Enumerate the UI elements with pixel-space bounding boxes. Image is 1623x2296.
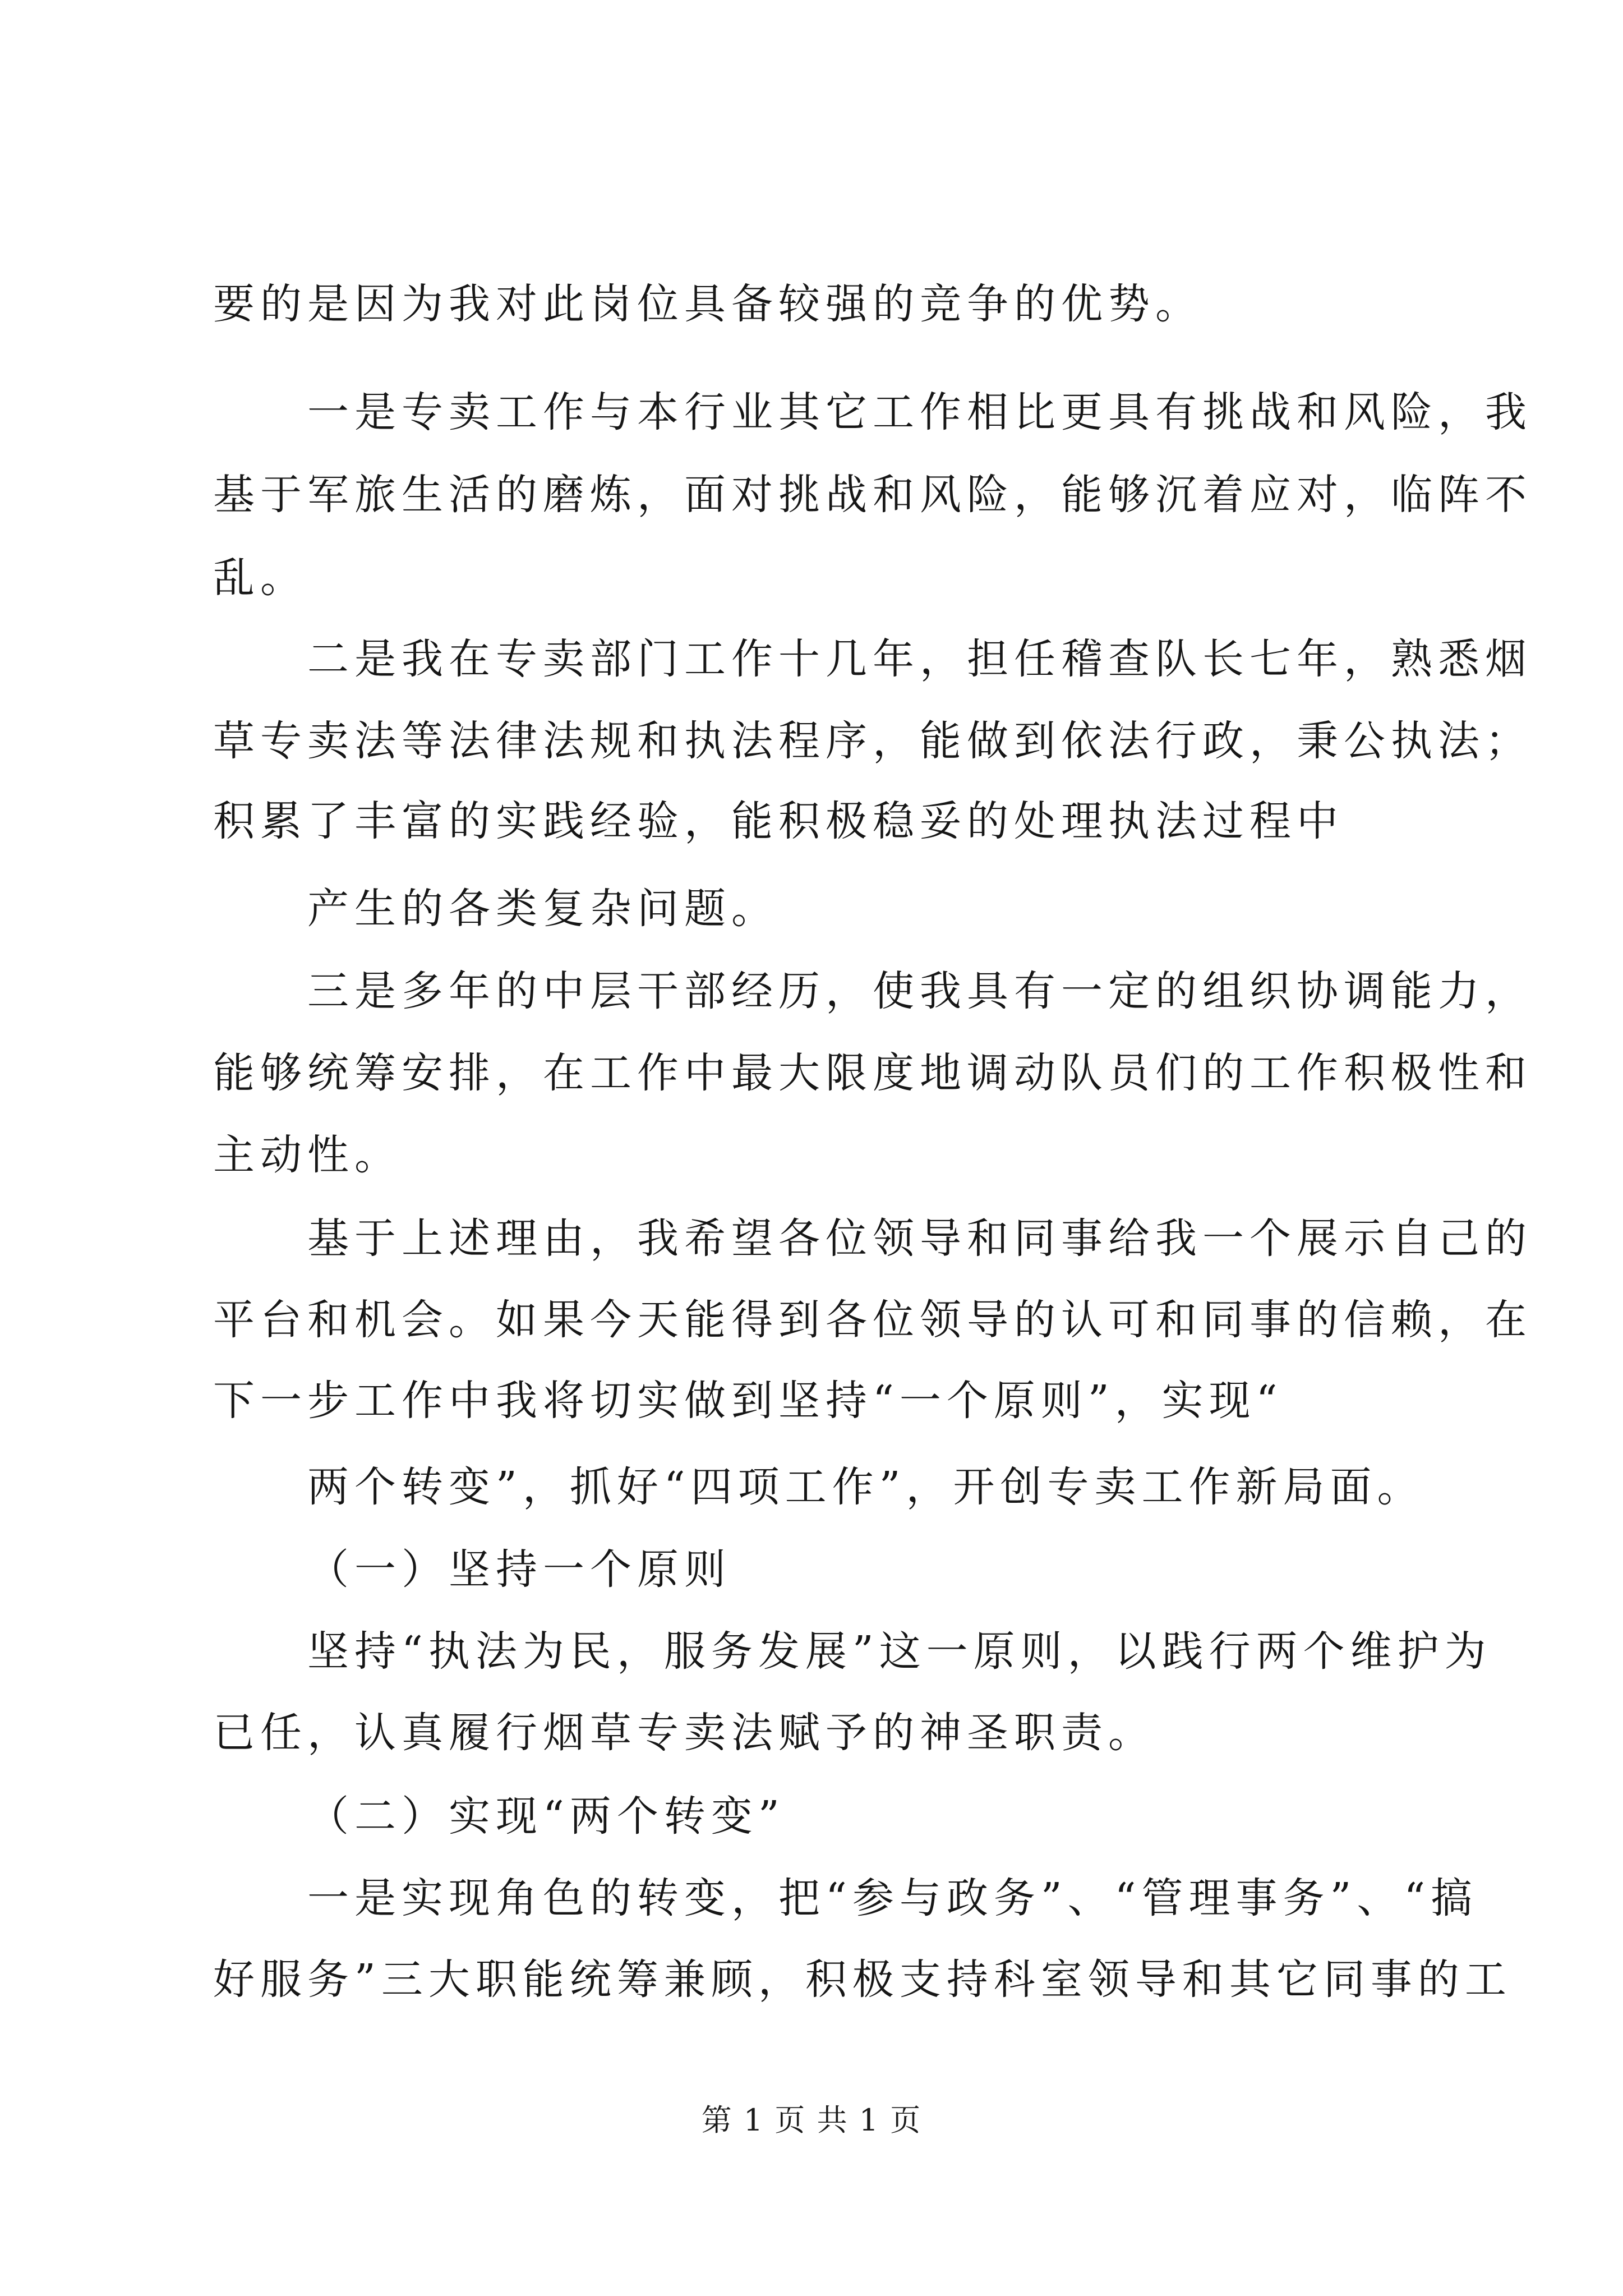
page-number-footer: 第 1 页 共 1 页 [701, 2102, 922, 2138]
text-line: 一是专卖工作与本行业其它工作相比更具有挑战和风险，我 [307, 388, 1532, 436]
text-line: 二是我在专卖部门工作十几年，担任稽查队长七年，熟悉烟 [307, 635, 1532, 683]
text-line: 好服务”三大职能统筹兼顾，积极支持科室领导和其它同事的工 [213, 1955, 1512, 2004]
text-line: 坚持“执法为民，服务发展”这一原则，以践行两个维护为 [307, 1627, 1492, 1676]
text-line: 草专卖法等法律法规和执法程序，能做到依法行政，秉公执法； [213, 717, 1532, 765]
text-line: 三是多年的中层干部经历，使我具有一定的组织协调能力， [307, 967, 1532, 1015]
text-line: 两个转变”，抓好“四项工作”，开创专卖工作新局面。 [307, 1463, 1424, 1511]
text-line: 下一步工作中我将切实做到坚持“一个原则”，实现“ [213, 1377, 1283, 1425]
text-line: 基于军旅生活的磨炼，面对挑战和风险，能够沉着应对，临阵不 [213, 471, 1532, 519]
text-line: 能够统筹安排，在工作中最大限度地调动队员们的工作积极性和 [213, 1049, 1532, 1097]
text-line: 一是实现角色的转变，把“参与政务”、“管理事务”、“搞 [307, 1874, 1478, 1922]
section-heading: （一）坚持一个原则 [307, 1545, 731, 1594]
section-heading: （二）实现“两个转变” [307, 1792, 785, 1841]
text-line: 积累了丰富的实践经验，能积极稳妥的处理执法过程中 [213, 797, 1344, 845]
text-line: 平台和机会。如果今天能得到各位领导的认可和同事的信赖，在 [213, 1296, 1532, 1344]
text-line: 主动性。 [213, 1131, 402, 1179]
text-line: 基于上述理由，我希望各位领导和同事给我一个展示自己的 [307, 1214, 1532, 1263]
text-line: 已任，认真履行烟草专卖法赋予的神圣职责。 [213, 1709, 1155, 1757]
text-line: 要的是因为我对此岗位具备较强的竞争的优势。 [213, 280, 1202, 328]
text-line: 产生的各类复杂问题。 [307, 885, 778, 933]
text-line: 乱。 [213, 554, 307, 602]
